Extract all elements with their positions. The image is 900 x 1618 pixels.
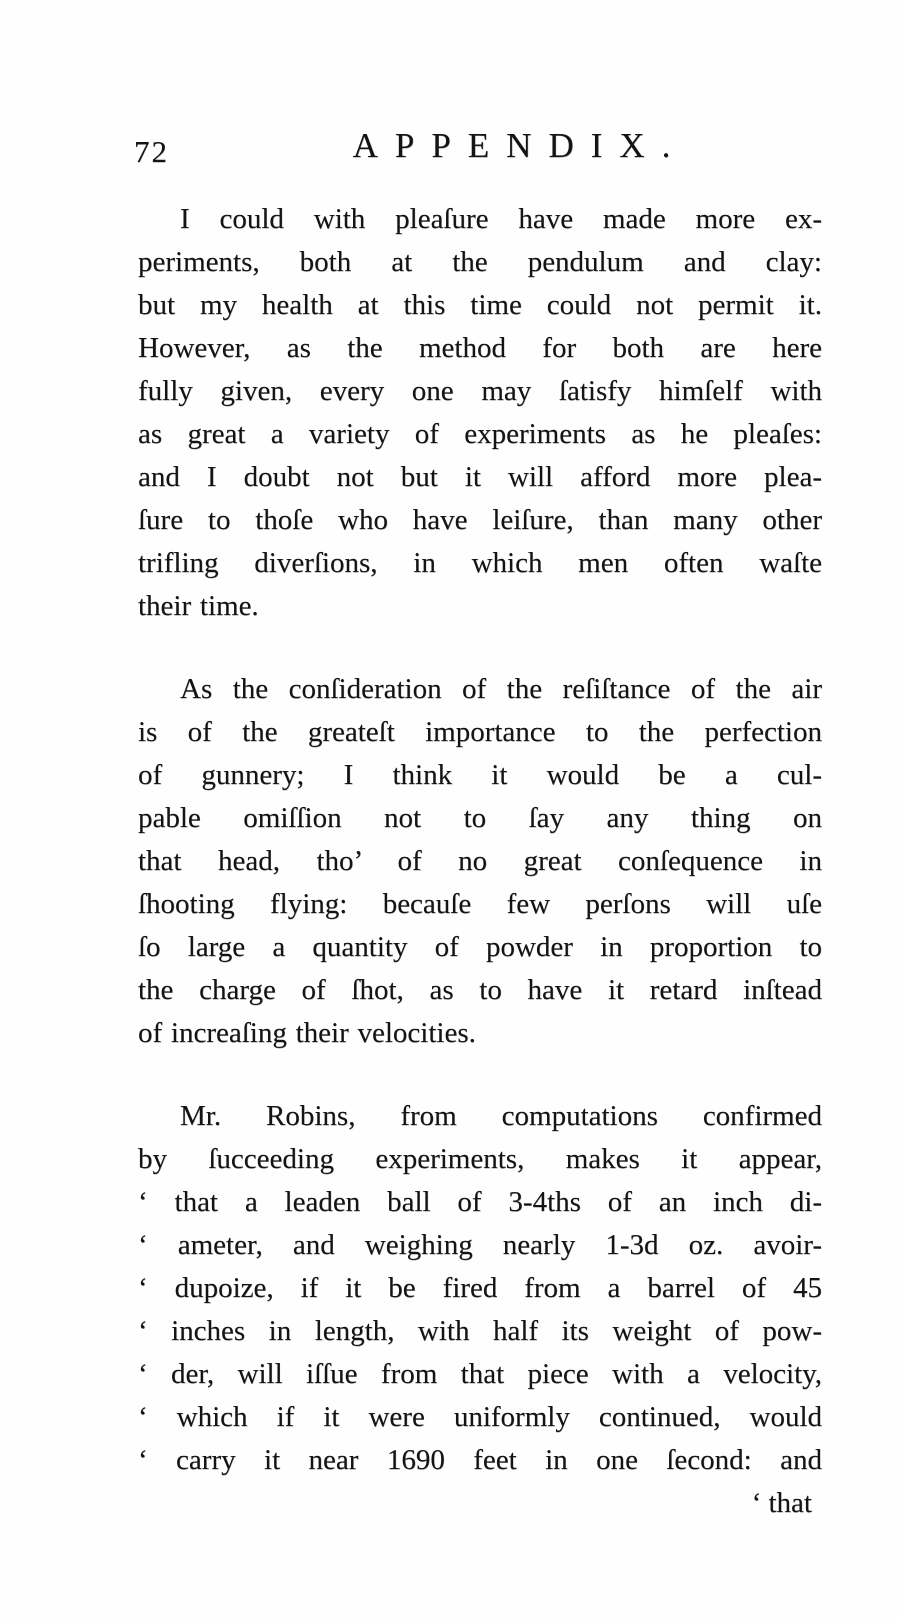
text-line: ‘ carry it near 1690 feet in one ſecond: and: [138, 1444, 822, 1476]
text-line: ‘ der, will iſſue from that piece with a velocity,: [138, 1358, 822, 1390]
text-line: ‘ ameter, and weighing nearly 1-3d oz. avoir-: [138, 1229, 822, 1261]
text-line: I could with pleaſure have made more ex-: [180, 203, 822, 235]
text-line: Mr. Robins, from computations confirmed: [180, 1100, 822, 1132]
text-line: ſhooting flying: becauſe few perſons will uſe: [138, 888, 822, 920]
text-line: periments, both at the pendulum and clay:: [138, 246, 822, 278]
text-line: However, as the method for both are here: [138, 332, 822, 364]
text-line: is of the greateſt importance to the perfection: [138, 716, 822, 748]
paragraph-2: [138, 668, 822, 1055]
text-line: as great a variety of experiments as he pleaſes:: [138, 418, 822, 450]
text-line: the charge of ſhot, as to have it retard inſtead: [138, 974, 822, 1006]
page-body: [138, 198, 822, 1525]
text-line: ſure to thoſe who have leiſure, than many other: [138, 504, 822, 536]
text-line: by ſucceeding experiments, makes it appear,: [138, 1143, 822, 1175]
paragraph-3: [138, 1095, 822, 1482]
text-line: of gunnery; I think it would be a cul-: [138, 759, 822, 791]
text-line: As the conſideration of the reſiſtance of the air: [180, 673, 822, 705]
text-line: fully given, every one may ſatisfy himſelf with: [138, 375, 822, 407]
paragraph-1: [138, 198, 822, 628]
page-header: [134, 126, 822, 174]
text-line: ‘ inches in length, with half its weight of pow-: [138, 1315, 822, 1347]
text-line: ‘ which if it were uniformly continued, would: [138, 1401, 822, 1433]
catchword: ‘ that: [751, 1487, 812, 1519]
text-line: ‘ dupoize, if it be fired from a barrel of 45: [138, 1272, 822, 1304]
page-title: APPENDIX.: [352, 126, 688, 165]
text-line: ſo large a quantity of powder in proportion to: [138, 931, 822, 963]
text-line: that head, tho’ of no great conſequence in: [138, 845, 822, 877]
text-line: of increaſing their velocities.: [138, 1017, 476, 1049]
text-line: their time.: [138, 590, 259, 622]
text-line: but my health at this time could not permit it.: [138, 289, 822, 321]
text-line: trifling diverſions, in which men often waſte: [138, 547, 822, 579]
page-number: 72: [134, 134, 169, 169]
text-line: pable omiſſion not to ſay any thing on: [138, 802, 822, 834]
text-line: and I doubt not but it will afford more plea-: [138, 461, 822, 493]
text-line: ‘ that a leaden ball of 3-4ths of an inch di-: [138, 1186, 822, 1218]
